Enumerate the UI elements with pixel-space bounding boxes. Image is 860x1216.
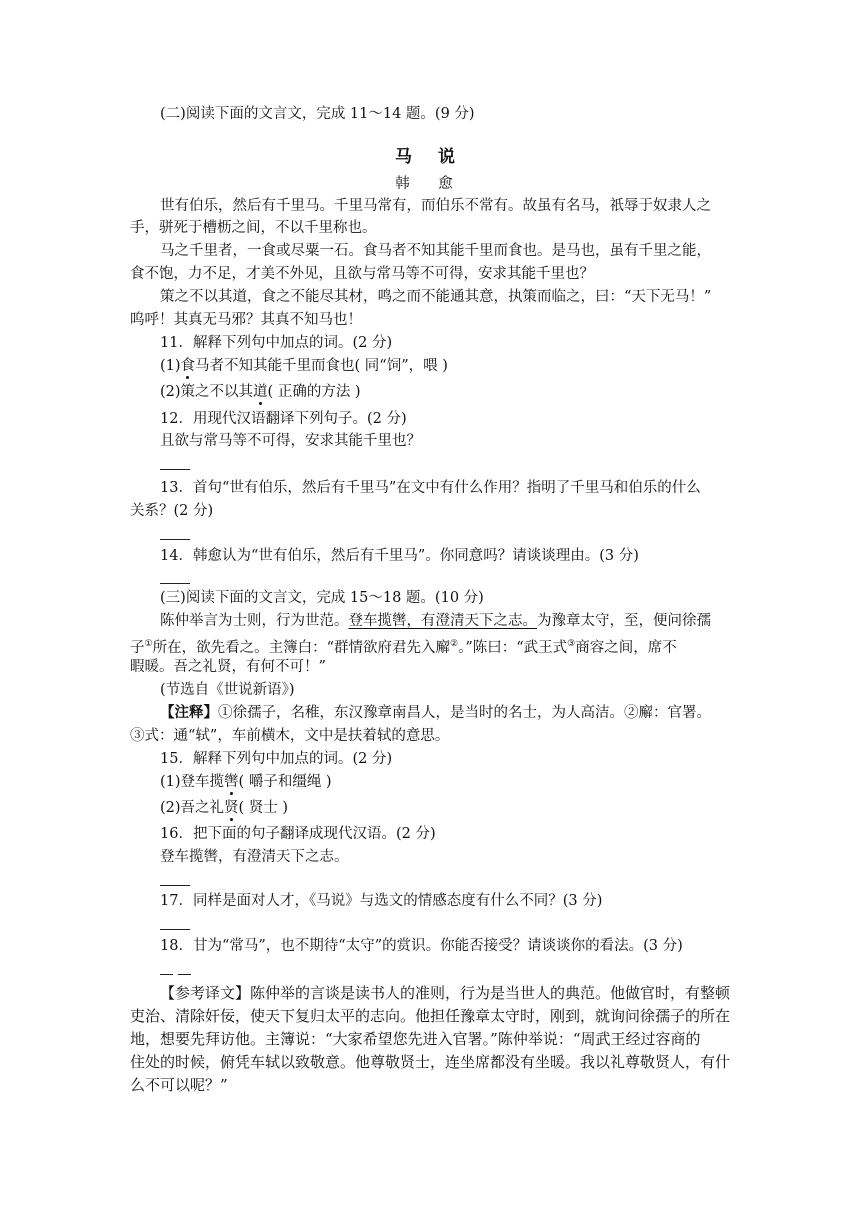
translate-sentence: 且欲与常马等不可得，安求其能千里也？ xyxy=(160,433,421,449)
dotted-word: 辔 xyxy=(224,774,239,790)
question-18: 18．甘为“常马”，也不期待“太守”的赏识。你能否接受？请谈谈你的看法。(3 分) xyxy=(160,938,683,954)
item-answer: ( 正确的方法 ) xyxy=(267,384,361,400)
footnote-marker: ③ xyxy=(567,639,576,649)
passage-line: 呜呼！其真无马邪？其真不知马也！ xyxy=(130,312,362,328)
passage-text: 商容之间，席不 xyxy=(575,639,677,656)
notes xyxy=(160,703,711,723)
notes-label: 【注释】 xyxy=(160,704,218,721)
question-11-item-2 xyxy=(160,382,361,402)
passage-line: 策之不以其道，食之不能尽其材，鸣之而不能通其意，执策而临之，曰：“天下无马！” xyxy=(160,289,712,305)
question-13: 13．首句“世有伯乐，然后有千里马”在文中有什么作用？指明了千里马和伯乐的什么 xyxy=(160,480,701,496)
notes-text: ①徐孺子，名稚，东汉豫章南昌人，是当时的名士，为人高洁。②廨：官署。 xyxy=(218,705,711,721)
passage-line: 手，骈死于槽枥之间，不以千里称也。 xyxy=(130,220,377,236)
answer-blank[interactable] xyxy=(160,539,190,540)
passage-text: 为豫章太守，至，便问徐孺 xyxy=(537,613,711,629)
translation-line: 住处的时候，俯凭车轼以致敬意。他尊敬贤士，连坐席都没有坐暖。我以礼尊敬贤人，有什 xyxy=(130,1053,731,1071)
dotted-word: 贤 xyxy=(224,800,239,816)
answer-blank[interactable] xyxy=(160,469,190,470)
question-17: 17．同样是面对人才，《马说》与选文的情感态度有什么不同？(3 分) xyxy=(160,893,603,909)
answer-blank[interactable] xyxy=(160,885,190,886)
passage-source: (节选自《世说新语》) xyxy=(160,682,295,698)
passage-line xyxy=(130,634,677,658)
passage-line: 马之千里者，一食或尽粟一石。食马者不知其能千里而食也。是马也，虽有千里之能， xyxy=(160,243,711,259)
passage-text: 所在，欲先看之。主簿白：“群情欲府君先入廨 xyxy=(152,639,450,656)
question-12: 12．用现代汉语翻译下列句子。(2 分) xyxy=(160,411,407,427)
passage-author: 韩 愈 xyxy=(395,176,465,192)
footnote-marker: ② xyxy=(450,639,459,649)
question-15: 15．解释下列句中加点的词。(2 分) xyxy=(160,751,393,767)
passage-line: 暇暖。吾之礼贤，有何不可！” xyxy=(130,659,326,675)
passage-title: 马 说 xyxy=(395,147,465,167)
passage-text: 。”陈曰：“武王式 xyxy=(458,639,568,656)
item-answer: ( 贤士 ) xyxy=(238,800,289,816)
item-prefix: (2)策之不以其 xyxy=(160,384,254,400)
question-15-item-2 xyxy=(160,798,288,818)
translation-label: 【参考译文】 xyxy=(160,984,251,1002)
answer-blank[interactable] xyxy=(160,929,190,930)
question-16: 16．把下面的句子翻译成现代汉语。(2 分) xyxy=(160,826,436,842)
translation-text: 陈仲举的言谈是读书人的准则，行为是当世人的典范。他做官时，有整顿 xyxy=(250,984,731,1002)
underlined-sentence: 登车揽辔，有澄清天下之志。 xyxy=(348,613,537,629)
item-prefix: (1)登车揽 xyxy=(160,774,225,790)
item-answer: ( 嚼子和缰绳 ) xyxy=(238,774,332,790)
item-answer: 马者不知其能千里而食也( 同“饲”，喂 ) xyxy=(195,358,448,374)
passage-text: 陈仲举言为士则，行为世范。 xyxy=(160,613,349,629)
passage-line: 食不饱，力不足，才美不外见，且欲与常马等不可得，安求其能千里也？ xyxy=(130,266,594,282)
section-heading: (三)阅读下面的文言文，完成 15～18 题。(10 分) xyxy=(160,590,484,606)
translate-sentence: 登车揽辔，有澄清天下之志。 xyxy=(160,849,349,865)
answer-blank[interactable] xyxy=(160,583,190,584)
section-heading: (二)阅读下面的文言文，完成 11～14 题。(9 分) xyxy=(160,106,475,122)
passage-line: 世有伯乐，然后有千里马。千里马常有，而伯乐不常有。故虽有名马，祇辱于奴隶人之 xyxy=(160,198,711,214)
item-prefix: (1) xyxy=(160,358,181,374)
question-13-cont: 关系？(2 分) xyxy=(130,503,214,519)
passage-line xyxy=(160,611,711,631)
answer-blank[interactable] xyxy=(178,974,191,975)
answer-blank[interactable] xyxy=(160,974,173,975)
question-11: 11．解释下列句中加点的词。(2 分) xyxy=(160,335,393,351)
translation-line: 么不可以呢？” xyxy=(130,1076,228,1094)
question-15-item-1 xyxy=(160,772,332,792)
footnote-marker: ① xyxy=(144,639,153,649)
dotted-word: 食 xyxy=(180,358,196,374)
translation-line: 吏治、清除奸佞，使天下复归太平的志向。他担任豫章太守时，刚到，就询问徐孺子的所在 xyxy=(130,1007,731,1025)
translation-line: 地，想要先拜访他。主簿说：“大家希望您先进入官署。”陈仲举说：“周武王经过容商的 xyxy=(130,1030,701,1048)
question-14: 14．韩愈认为“世有伯乐，然后有千里马”。你同意吗？请谈谈理由。(3 分) xyxy=(160,548,639,564)
passage-text: 子 xyxy=(130,639,145,656)
dotted-word: 道 xyxy=(253,384,268,400)
translation-line xyxy=(160,983,730,1003)
item-prefix: (2)吾之礼 xyxy=(160,800,225,816)
notes-cont: ③式：通“轼”，车前横木，文中是扶着轼的意思。 xyxy=(130,728,450,744)
question-11-item-1 xyxy=(160,356,448,376)
